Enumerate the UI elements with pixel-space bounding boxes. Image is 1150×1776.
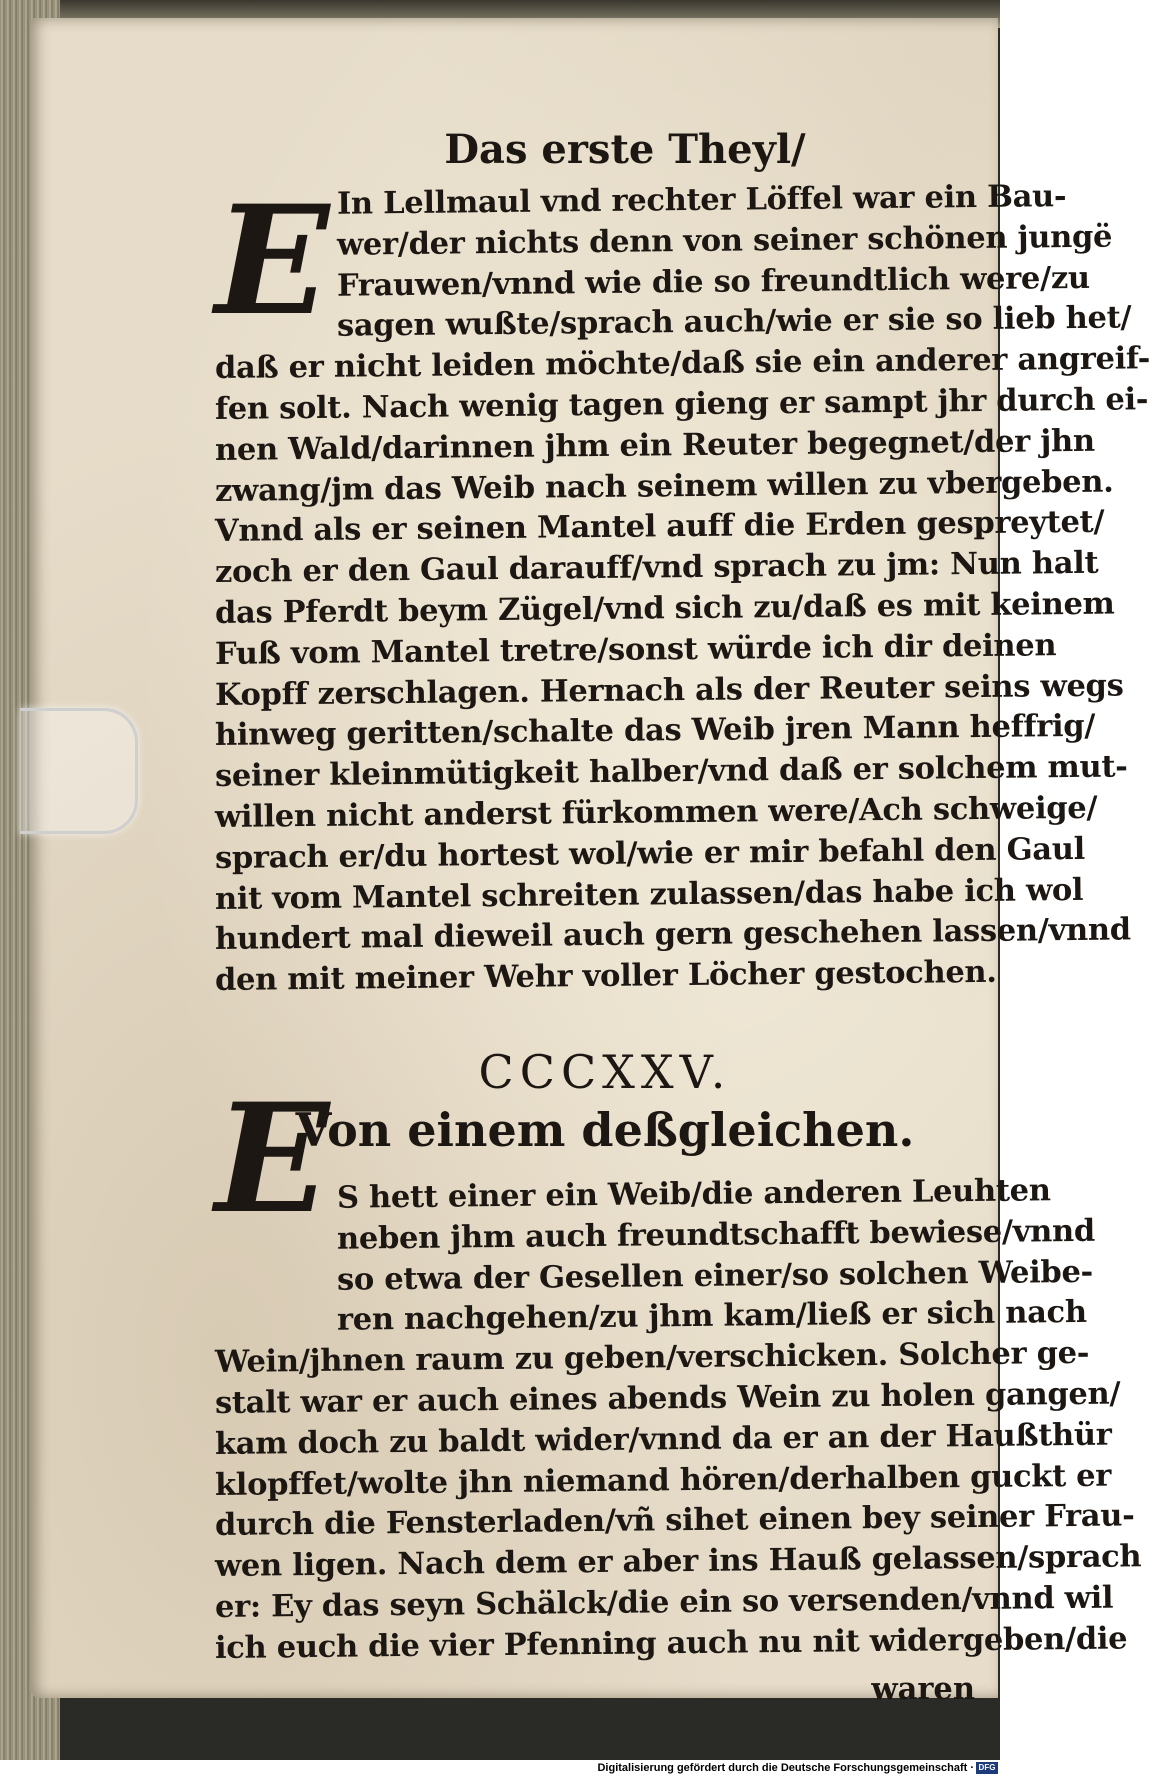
footer-bar bbox=[0, 1760, 1000, 1776]
text-line: zwang/jm das Weib nach seinem willen zu vbergeben. bbox=[214, 463, 1114, 509]
text-line: klopffet/wolte jhn niemand hören/derhalben guckt er bbox=[214, 1457, 1112, 1503]
section-title: Von einem deßgleichen. bbox=[295, 1102, 915, 1157]
text-line: kam doch zu baldt wider/vnnd da er an der Haußthür bbox=[214, 1416, 1112, 1462]
text-line: seiner kleinmütigkeit halber/vnd daß er solchem mut- bbox=[214, 748, 1128, 795]
text-line: wer/der nichts denn von seiner schönen jungë bbox=[336, 218, 1113, 263]
catchword: waren bbox=[871, 1670, 975, 1707]
text-line: In Lellmaul vnd rechter Löffel war ein Bau- bbox=[336, 178, 1067, 222]
funding-credit: Digitalisierung gefördert durch die Deutsche Forschungsgemeinschaft · bbox=[597, 1762, 974, 1774]
drop-cap-initial: E bbox=[215, 173, 330, 349]
text-line: neben jhm auch freundtschafft bewiese/vnnd bbox=[336, 1212, 1096, 1257]
text-line: sprach er/du hortest wol/wie er mir befahl den Gaul bbox=[214, 830, 1086, 876]
bookmark-clip bbox=[20, 708, 138, 834]
text-line: Frauwen/vnnd wie die so freundtlich were/zu bbox=[336, 259, 1090, 304]
book-page bbox=[30, 18, 1150, 1707]
text-line: wen ligen. Nach dem er aber ins Hauß gelassen/sprach bbox=[214, 1538, 1142, 1585]
text-line: durch die Fensterladen/vñ sihet einen bey seiner Frau- bbox=[214, 1497, 1135, 1544]
text-line: so etwa der Gesellen einer/so solchen Weibe- bbox=[336, 1253, 1094, 1298]
text-line: hundert mal dieweil auch gern geschehen lassen/vnnd bbox=[214, 911, 1132, 958]
story-paragraph bbox=[214, 173, 1150, 1001]
page-text bbox=[214, 126, 1150, 1709]
text-line: stalt war er auch eines abends Wein zu holen gangen/ bbox=[214, 1375, 1121, 1421]
text-line: hinweg geritten/schalte das Weib jren Mann heffrig/ bbox=[214, 708, 1096, 754]
text-line: fen solt. Nach wenig tagen gieng er sampt jhr durch ei- bbox=[214, 381, 1149, 427]
text-line: Kopff zerschlagen. Hernach als der Reuter seins wegs bbox=[214, 667, 1124, 713]
text-line: das Pferdt beym Zügel/vnd sich zu/daß es mit keinem bbox=[214, 585, 1115, 631]
text-line: nit vom Mantel schreiten zulassen/das habe ich wol bbox=[214, 871, 1084, 917]
text-line: Wein/jhnen raum zu geben/verschicken. Solcher ge- bbox=[214, 1334, 1090, 1381]
text-line: Vnnd als er seinen Mantel auff die Erden gespreytet/ bbox=[214, 504, 1105, 550]
text-line: sagen wußte/sprach auch/wie er sie so lieb het/ bbox=[336, 299, 1132, 345]
text-line: Fuß vom Mantel tretre/sonst würde ich dir deinen bbox=[214, 626, 1057, 672]
text-line: S hett einer ein Weib/die anderen Leuhten bbox=[336, 1172, 1051, 1216]
dfg-logo-icon: DFG bbox=[976, 1762, 998, 1774]
text-line: willen nicht anderst fürkommen were/Ach schweige/ bbox=[214, 789, 1098, 835]
running-head: Das erste Theyl/ bbox=[444, 126, 806, 173]
text-line: zoch er den Gaul darauff/vnd sprach zu jm: Nun halt bbox=[214, 544, 1099, 591]
text-line: den mit meiner Wehr voller Löcher gestochen. bbox=[214, 953, 997, 999]
text-line: er: Ey das seyn Schälck/die ein so versenden/vnnd wil bbox=[214, 1579, 1114, 1625]
section-number: CCCXXV. bbox=[478, 1044, 732, 1099]
text-line: ich euch die vier Pfenning auch nu nit widergeben/die bbox=[214, 1620, 1128, 1666]
story-paragraph bbox=[214, 1172, 1142, 1669]
text-line: nen Wald/darinnen jhm ein Reuter begegnet/der jhn bbox=[214, 422, 1095, 468]
drop-cap-initial: E bbox=[215, 1071, 330, 1247]
text-line: ren nachgehen/zu jhm kam/ließ er sich nach bbox=[336, 1294, 1087, 1339]
text-line: daß er nicht leiden möchte/daß sie ein anderer angreif- bbox=[214, 340, 1150, 387]
